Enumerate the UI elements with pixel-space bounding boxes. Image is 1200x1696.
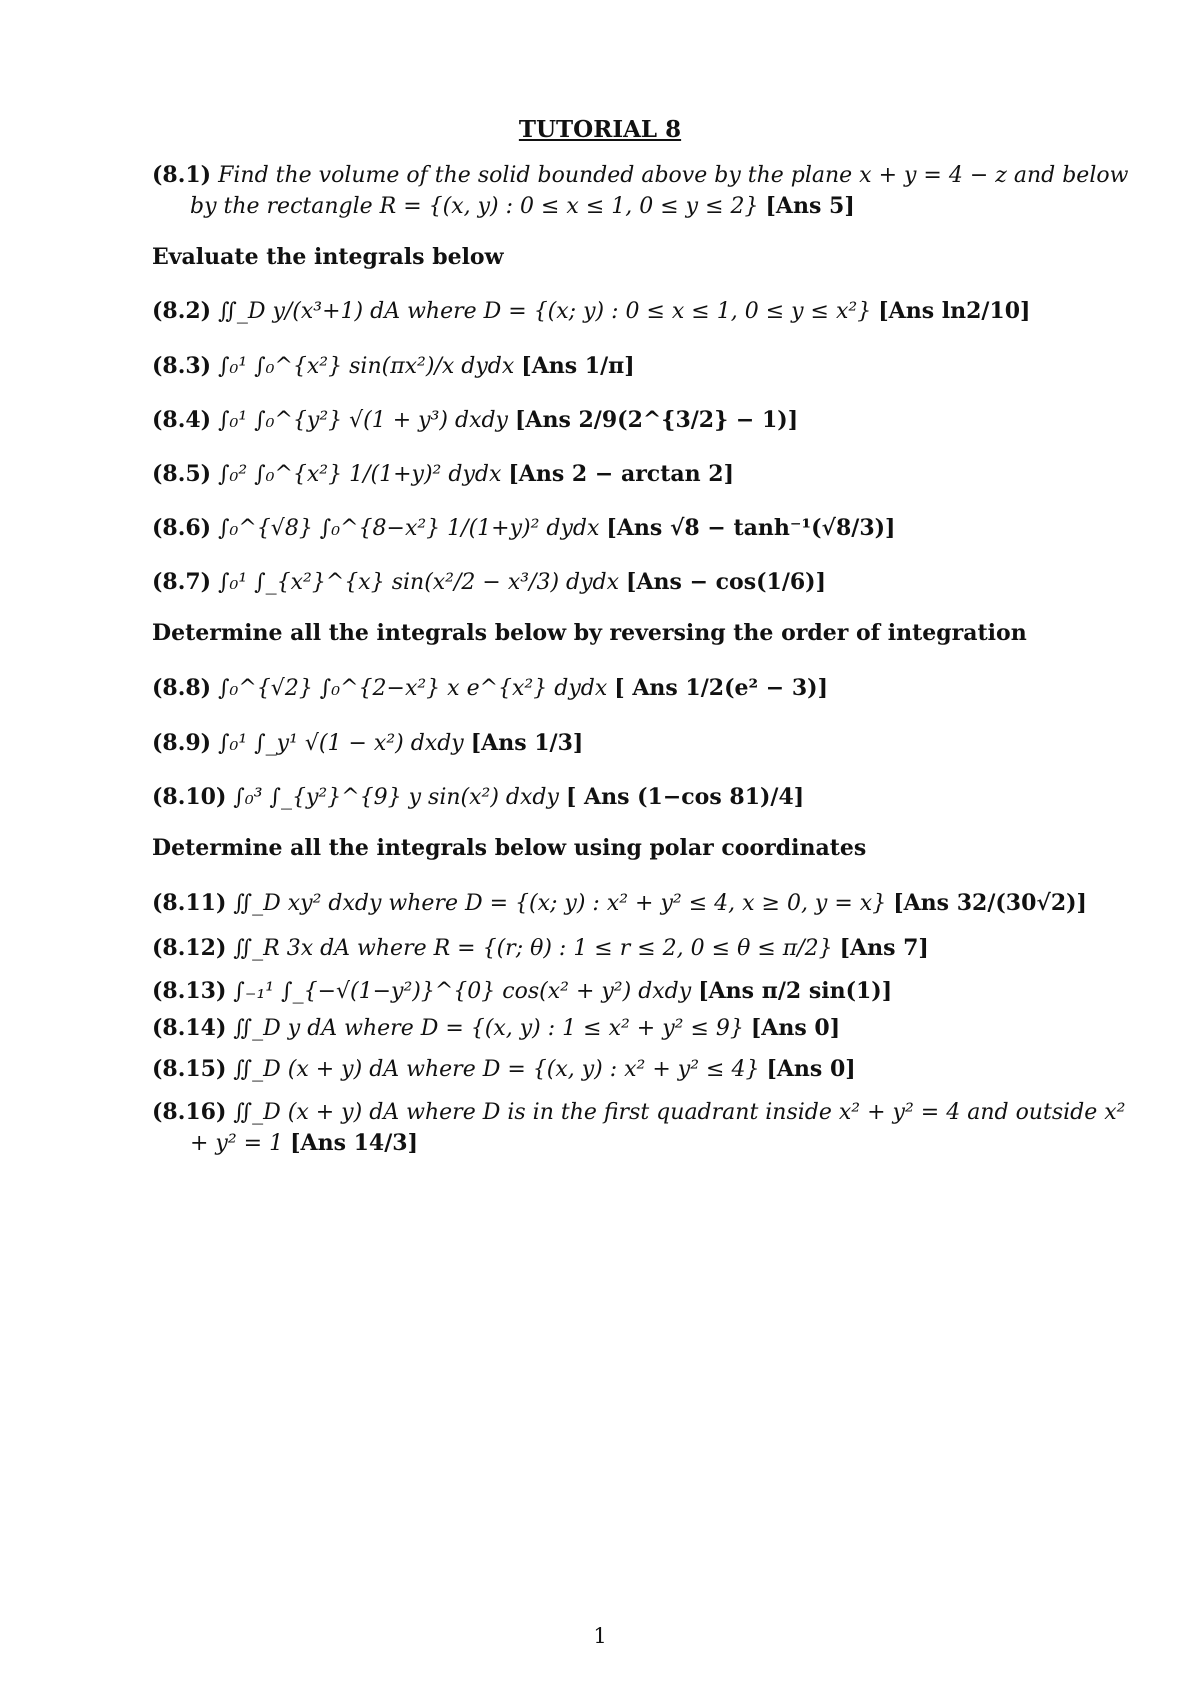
page-title: TUTORIAL 8 — [518, 116, 682, 143]
problem-8-11: (8.11) ∬_D xy² dxdy where D = {(x; y) : x² + y² ≤ 4, x ≥ 0, y = x} [Ans 32/(30√2)] — [152, 890, 1087, 916]
problem-8-7: (8.7) ∫₀¹ ∫_{x²}^{x} sin(x²/2 − x³/3) dydx [Ans − cos(1/6)] — [152, 569, 826, 595]
problem-8-14: (8.14) ∬_D y dA where D = {(x, y) : 1 ≤ x² + y² ≤ 9} [Ans 0] — [152, 1015, 841, 1041]
problem-8-15: (8.15) ∬_D (x + y) dA where D = {(x, y) : x² + y² ≤ 4} [Ans 0] — [152, 1056, 856, 1082]
problem-8-4: (8.4) ∫₀¹ ∫₀^{y²} √(1 + y³) dxdy [Ans 2/9(2^{3/2} − 1)] — [152, 407, 799, 433]
problem-8-9: (8.9) ∫₀¹ ∫_y¹ √(1 − x²) dxdy [Ans 1/3] — [152, 730, 584, 756]
problem-8-8: (8.8) ∫₀^{√2} ∫₀^{2−x²} x e^{x²} dydx [ Ans 1/2(e² − 3)] — [152, 675, 828, 701]
problem-8-16: (8.16) ∬_D (x + y) dA where D is in the first quadrant inside x² + y² = 4 and outside x² + y² = 1 [Ans 14/3] — [152, 1099, 1126, 1156]
problem-8-5: (8.5) ∫₀² ∫₀^{x²} 1/(1+y)² dydx [Ans 2 − arctan 2] — [152, 461, 734, 487]
problem-8-6: (8.6) ∫₀^{√8} ∫₀^{8−x²} 1/(1+y)² dydx [Ans √8 − tanh⁻¹(√8/3)] — [152, 515, 896, 541]
problem-8-10: (8.10) ∫₀³ ∫_{y²}^{9} y sin(x²) dxdy [ Ans (1−cos 81)/4] — [152, 784, 805, 810]
section-heading-polar: Determine all the integrals below using polar coordinates — [152, 835, 867, 861]
problem-8-13: (8.13) ∫₋₁¹ ∫_{−√(1−y²)}^{0} cos(x² + y²) dxdy [Ans π/2 sin(1)] — [152, 978, 893, 1004]
problem-8-1: (8.1) Find the volume of the solid bounded above by the plane x + y = 4 − z and below by the rectangle R = {(x, y) : 0 ≤ x ≤ 1, 0 ≤ y ≤ 2} [Ans 5] — [152, 162, 1129, 219]
section-heading-reverse: Determine all the integrals below by reversing the order of integration — [152, 620, 1027, 646]
problem-8-2: (8.2) ∬_D y/(x³+1) dA where D = {(x; y) : 0 ≤ x ≤ 1, 0 ≤ y ≤ x²} [Ans ln2/10] — [152, 298, 1031, 324]
problem-8-3: (8.3) ∫₀¹ ∫₀^{x²} sin(πx²)/x dydx [Ans 1/π] — [152, 353, 635, 379]
section-heading-evaluate: Evaluate the integrals below — [152, 244, 504, 270]
page-number: 1 — [593, 1624, 607, 1648]
problem-8-12: (8.12) ∬_R 3x dA where R = {(r; θ) : 1 ≤ r ≤ 2, 0 ≤ θ ≤ π/2} [Ans 7] — [152, 935, 929, 961]
